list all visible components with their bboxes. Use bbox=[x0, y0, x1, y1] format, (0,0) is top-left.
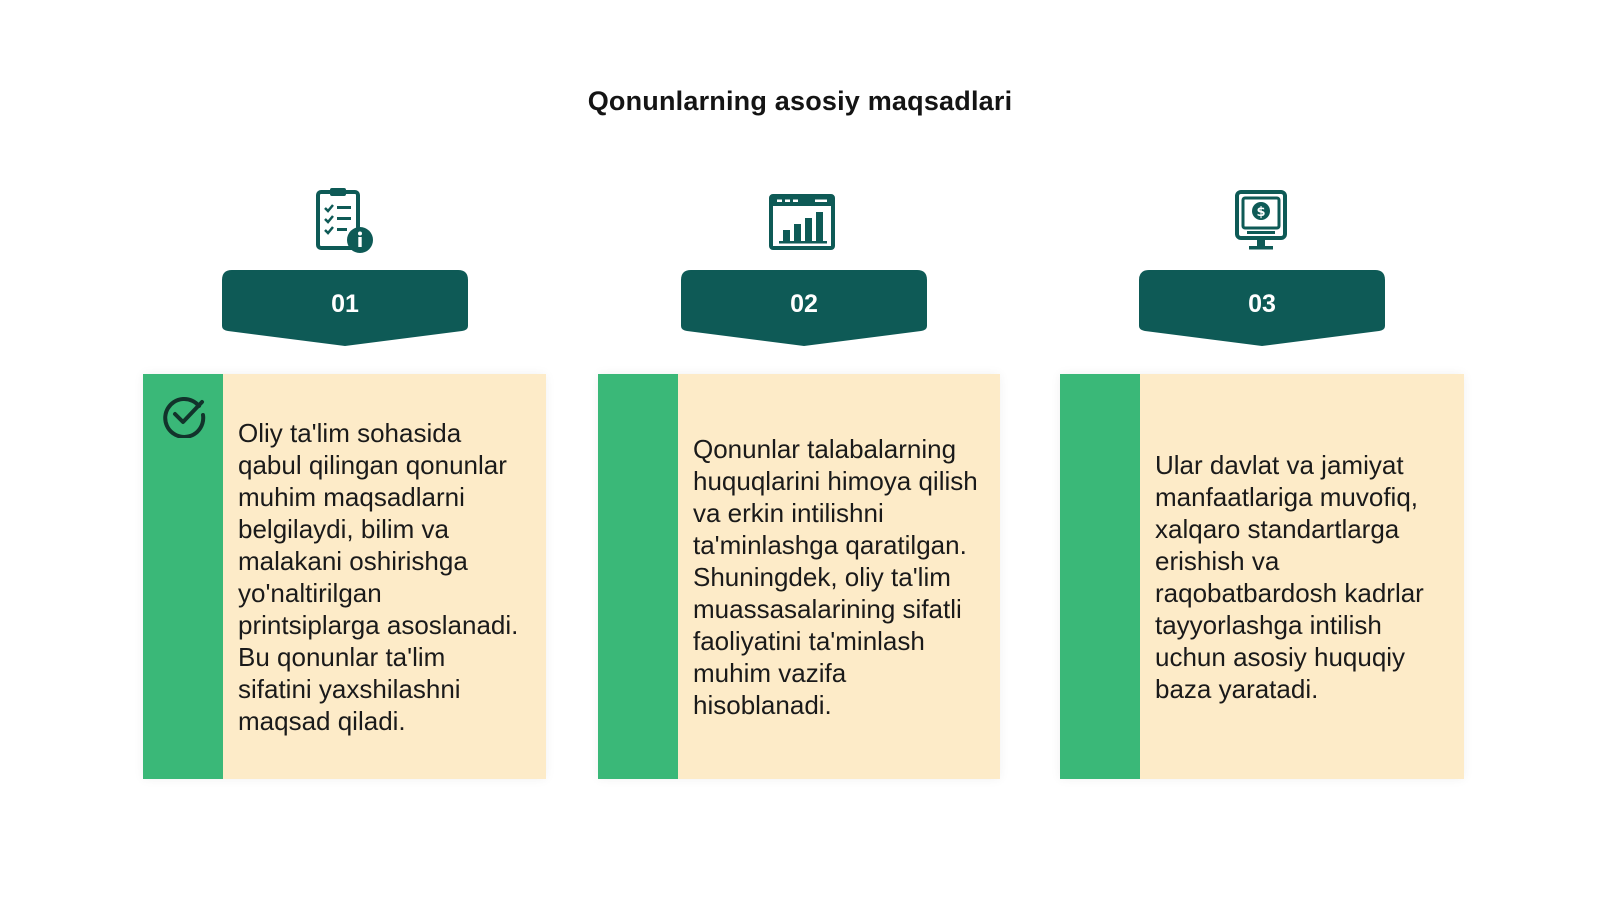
step-description: Oliy ta'lim sohasida qabul qilingan qonunlar muhim maqsadlarni belgilaydi, bilim va malakani oshirishga yo'naltirilgan printsiplarga asoslanadi. Bu qonunlar ta'lim sifatini yaxshilashni maqsad qiladi. bbox=[238, 417, 519, 736]
card-text-box bbox=[1140, 374, 1464, 779]
card-accent-bar bbox=[143, 374, 223, 779]
step-number: 01 bbox=[331, 290, 359, 318]
step-badge-2 bbox=[681, 270, 927, 348]
step-description: Ular davlat va jamiyat manfaatlariga muvofiq, xalqaro standartlarga erishish va raqobatbardosh kadrlar tayyorlashga intilish uchun asosiy huquqiy baza yaratadi. bbox=[1155, 449, 1424, 704]
step-card-3 bbox=[1060, 374, 1464, 779]
step-description: Qonunlar talabalarning huquqlarini himoya qilish va erkin intilishni ta'minlashga qaratilgan. Shuningdek, oliy ta'lim muassasalarining sifatli faoliyatini ta'minlash muhim vazifa hisoblanadi. bbox=[693, 433, 978, 720]
svg-text:$: $ bbox=[1256, 205, 1266, 220]
page-title: Qonunlarning asosiy maqsadlari bbox=[587, 86, 1013, 116]
card-text-box bbox=[678, 374, 1000, 779]
step-number: 03 bbox=[1248, 290, 1276, 318]
clipboard-checklist-info-icon bbox=[308, 186, 378, 256]
step-card-2 bbox=[598, 374, 1000, 779]
step-badge-3 bbox=[1139, 270, 1385, 348]
bar-chart-window-icon bbox=[767, 186, 837, 256]
card-text-box bbox=[223, 374, 546, 779]
card-accent-bar bbox=[598, 374, 678, 779]
dollar-monitor-icon bbox=[1227, 186, 1297, 256]
step-column-2 bbox=[598, 0, 1008, 900]
check-circle-icon bbox=[161, 392, 207, 438]
step-column-3 bbox=[1060, 0, 1470, 900]
step-column-1 bbox=[143, 0, 553, 900]
step-number: 02 bbox=[790, 290, 818, 318]
step-card-1 bbox=[143, 374, 546, 779]
card-accent-bar bbox=[1060, 374, 1140, 779]
step-badge-1 bbox=[222, 270, 468, 348]
